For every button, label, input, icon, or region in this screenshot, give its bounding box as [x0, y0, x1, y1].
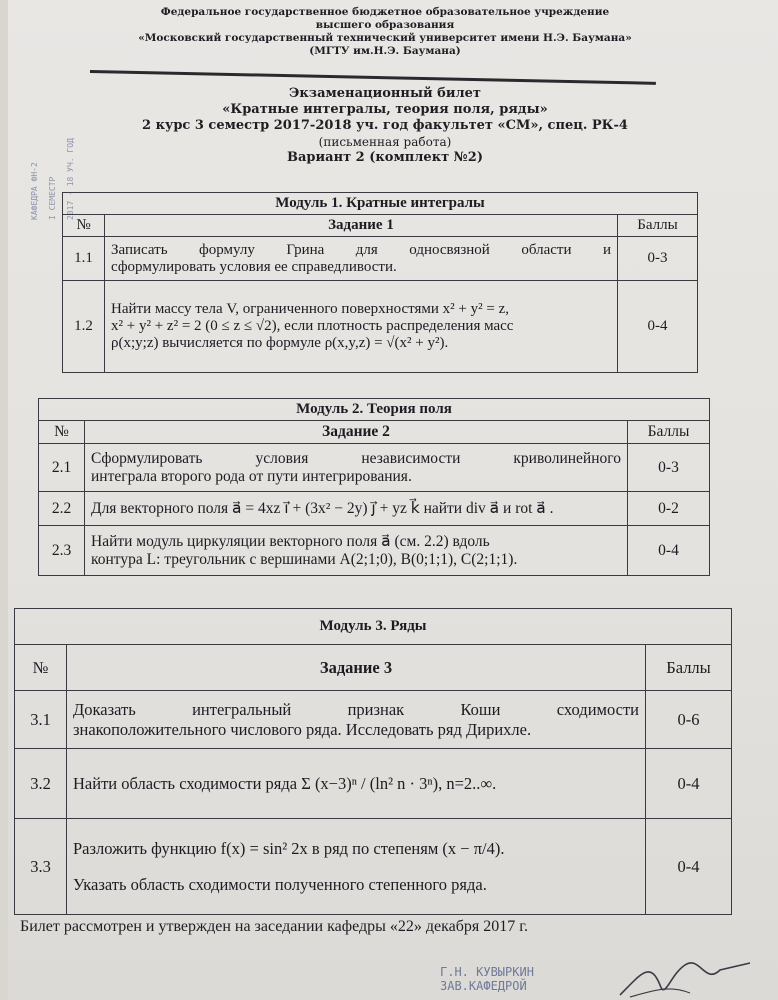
- task-points: 0-4: [646, 749, 732, 819]
- org-line: высшего образования: [315, 19, 455, 31]
- ticket-form: (письменная работа): [318, 135, 452, 149]
- org-line: (МГТУ им.Н.Э. Баумана): [309, 45, 461, 57]
- col-points-header: Баллы: [646, 645, 732, 691]
- task-text: Найти область сходимости ряда Σ (x−3)ⁿ / (ln² n · 3ⁿ), n=2..∞.: [67, 749, 646, 819]
- ticket-subject: «Кратные интегралы, теория поля, ряды»: [222, 102, 548, 117]
- task-points: 0-2: [628, 492, 710, 526]
- ticket-title: Экзаменационный билет: [289, 86, 481, 101]
- module-title: Модуль 1. Кратные интегралы: [63, 193, 698, 215]
- col-points-header: Баллы: [618, 215, 698, 237]
- module-3-table: [14, 608, 732, 915]
- task-points: 0-3: [628, 444, 710, 492]
- task-text: Записать формулу Грина для односвязной области и сформулировать условия ее справедливости.: [105, 237, 618, 281]
- ticket-header: [60, 86, 710, 166]
- task-number: 2.2: [39, 492, 85, 526]
- task-text: Сформулировать условия независимости криволинейного интеграла второго рода от пути интегрирования.: [85, 444, 628, 492]
- module-1-table: [62, 192, 698, 373]
- task-text: Для векторного поля a⃗ = 4xz i⃗ + (3x² − 2y) j⃗ + yz k⃗ найти div a⃗ и rot a⃗ .: [85, 492, 628, 526]
- head-title: ЗАВ.КАФЕДРОЙ: [440, 979, 527, 993]
- col-task-header: Задание 1: [105, 215, 618, 237]
- col-number-header: №: [15, 645, 67, 691]
- signature-stamp: [440, 965, 534, 993]
- org-line: «Московский государственный технический университет имени Н.Э. Баумана»: [138, 32, 632, 44]
- task-number: 3.2: [15, 749, 67, 819]
- col-number-header: №: [39, 421, 85, 444]
- col-number-header: №: [63, 215, 105, 237]
- task-number: 2.1: [39, 444, 85, 492]
- task-points: 0-6: [646, 691, 732, 749]
- handwritten-signature: [610, 955, 760, 1000]
- org-line: Федеральное государственное бюджетное образовательное учреждение: [160, 6, 610, 18]
- task-number: 2.3: [39, 526, 85, 576]
- task-number: 1.2: [63, 281, 105, 373]
- task-text: Найти массу тела V, ограниченного поверхностями x² + y² = z, x² + y² + z² = 2 (0 ≤ z ≤ √2), если плотность распределения масс ρ(x;y;z) вычисляется по формуле ρ(x,y,z) = √(x² + y²).: [105, 281, 618, 373]
- module-2-table: [38, 398, 710, 576]
- task-points: 0-4: [618, 281, 698, 373]
- task-text: Доказать интегральный признак Коши сходимости знакоположительного числового ряда. Исследовать ряд Дирихле.: [67, 691, 646, 749]
- ticket-course: 2 курс 3 семестр 2017-2018 уч. год факультет «СМ», спец. РК-4: [142, 118, 628, 133]
- approval-note: Билет рассмотрен и утвержден на заседании кафедры «22» декабря 2017 г.: [20, 918, 528, 935]
- head-name: Г.Н. КУВЫРКИН: [440, 965, 534, 979]
- task-number: 3.1: [15, 691, 67, 749]
- ticket-variant: Вариант 2 (комплект №2): [287, 150, 483, 165]
- task-points: 0-3: [618, 237, 698, 281]
- task-number: 3.3: [15, 819, 67, 915]
- col-points-header: Баллы: [628, 421, 710, 444]
- organization-header: [60, 6, 710, 58]
- module-title: Модуль 3. Ряды: [15, 609, 732, 645]
- department-stamp: КАФЕДРА ФН-2 I СЕМЕСТР 2017 - 18 УЧ. ГОД: [30, 138, 75, 220]
- task-number: 1.1: [63, 237, 105, 281]
- task-points: 0-4: [628, 526, 710, 576]
- task-text: Найти модуль циркуляции векторного поля a⃗ (см. 2.2) вдоль контура L: треугольник с вершинами A(2;1;0), B(0;1;1), C(2;1;1).: [85, 526, 628, 576]
- col-task-header: Задание 3: [67, 645, 646, 691]
- task-points: 0-4: [646, 819, 732, 915]
- task-text: Разложить функцию f(x) = sin² 2x в ряд по степеням (x − π/4). Указать область сходимости полученного степенного ряда.: [67, 819, 646, 915]
- col-task-header: Задание 2: [85, 421, 628, 444]
- module-title: Модуль 2. Теория поля: [39, 399, 710, 421]
